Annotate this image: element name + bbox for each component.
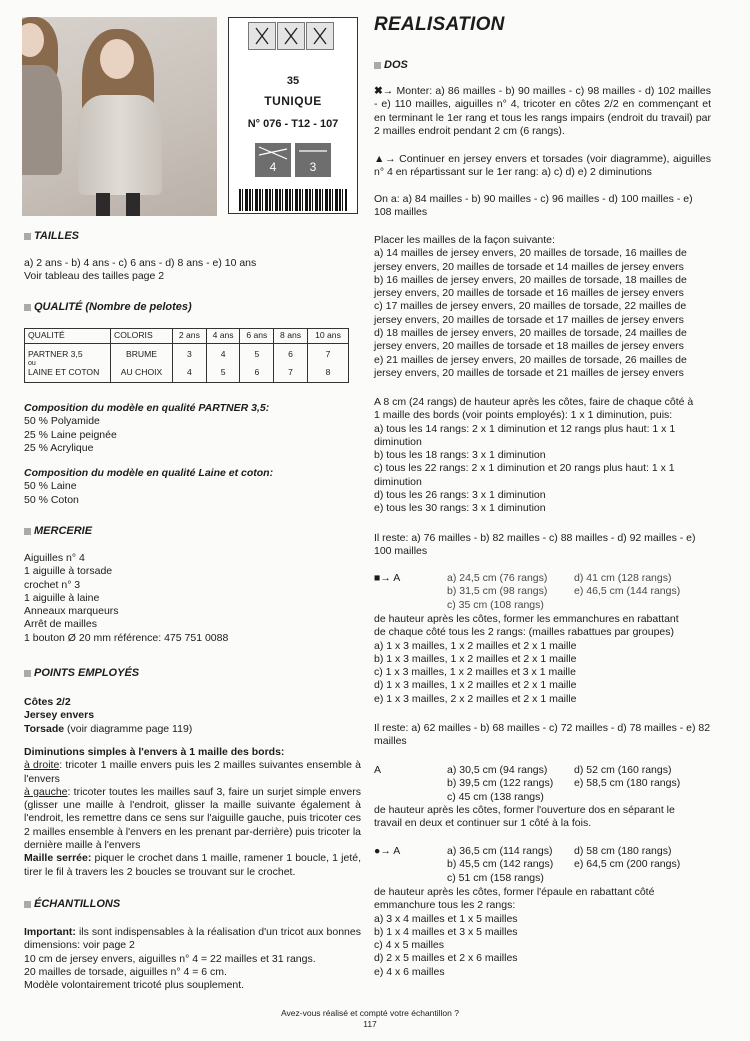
dos-count-1: On a: a) 84 mailles - b) 90 mailles - c) 96 mailles - d) 100 mailles - e) 108 mailles: [374, 193, 693, 219]
model-info-box: [228, 17, 358, 214]
table-header-row: QUALITÉ COLORIS 2 ans 4 ans 6 ans 8 ans 10 ans: [25, 329, 349, 344]
mercerie-list: Aiguilles n° 4 1 aiguille à torsade crochet n° 3 1 aiguille à laine Anneaux marqueurs Arrêt de mailles 1 bouton Ø 20 mm référence: 475 751 0088: [24, 552, 229, 644]
dos-step-1: ✖→ Monter: a) 86 mailles - b) 90 mailles - c) 98 mailles - d) 102 mailles - e) 110 mailles, aiguilles n° 4, tricoter en côtes 2/2 en commençant et en terminant le 1er rang et tous les rangs impairs (endroit du travail) par 2 mailles endroit pendant 2 cm (6 rangs).: [374, 85, 711, 137]
measure-2-left: a) 30,5 cm (94 rangs) b) 39,5 cm (122 rangs) c) 45 cm (138 rangs): [447, 764, 554, 803]
back-opening-text: de hauteur après les côtes, former l'ouverture dos en séparant le travail en deux et continuer sur 1 côté à la fois.: [374, 804, 675, 830]
crossed-needles-icon: [306, 22, 334, 50]
measure-2-right: d) 52 cm (160 rangs) e) 58,5 cm (180 rangs): [574, 764, 681, 790]
quality-table: [24, 328, 349, 383]
dot-arrow-icon: ●→: [374, 845, 391, 857]
page-number: 117: [363, 1019, 377, 1029]
armhole-text: de hauteur après les côtes, former les emmanchures en rabattant de chaque côté tous les 2 rangs: (mailles rabattues par groupes) a) 1 x 3 mailles, 1 x 2 mailles et 2 x 1 maille b) 1 x 3 mailles, 1 x 2 mailles et 2 x 1 maille c) 1 x 3 mailles, 1 x 2 mailles et 3 x 1 maille d) 1 x 3 mailles, 1 x 2 mailles et 2 x 1 maille e) 1 x 3 mailles, 2 x 2 mailles et 2 x 1 maille: [374, 613, 679, 705]
diminutions-text: Diminutions simples à l'envers à 1 maille des bords: à droite: tricoter 1 maille envers puis les 2 mailles suivantes ensemble à l'envers à gauche: tricoter toutes les mailles sauf 3, faire un surjet simple envers (glisser une maille à l'endroit, glisser la maille suivante également à l'endroit, les remettre dans ce sens sur l'aiguille gauche, puis tricoter ces 2 mailles ensemble à l'envers en les prenant par-derrière) puis tricoter la dernière maille à l'envers Maille serrée: piquer le crochet dans 1 maille, ramener 1 boucle, 1 jeté, tirer le fil à travers les 2 boucles se trouvant sur le crochet.: [24, 746, 361, 878]
dos-step-2: ▲→ Continuer en jersey envers et torsades (voir diagramme), aiguilles n° 4 en répartissant sur le 1er rang: a) c) d) e) 2 diminutions: [374, 153, 711, 179]
needle-size-2: 3: [309, 159, 317, 174]
dos-remaining-1: Il reste: a) 76 mailles - b) 82 mailles - c) 88 mailles - d) 92 mailles - e) 100 mailles: [374, 532, 696, 558]
crossed-needles-icon: [248, 22, 276, 50]
marker-block-2: A: [374, 764, 382, 776]
barcode: [239, 189, 347, 211]
model-photo: [22, 17, 217, 216]
marker-block-3: ●→ A: [374, 845, 401, 857]
points-heading: POINTS EMPLOYÉS: [24, 667, 139, 680]
tailles-text: a) 2 ans - b) 4 ans - c) 6 ans - d) 8 ans - e) 10 ans Voir tableau des tailles page 2: [24, 257, 257, 283]
needle-icons: [248, 22, 335, 50]
table-row: PARTNER 3,5 ou LAINE ET COTON BRUME AU CHOIX 3 4 4 5 5 6 6 7 7 8: [25, 344, 349, 383]
composition-partner: Composition du modèle en qualité PARTNER 3,5: 50 % Polyamide 25 % Laine peignée 25 % Acrylique: [24, 402, 270, 454]
square-arrow-icon: ■→: [374, 572, 391, 584]
cross-arrow-icon: ✖→: [374, 85, 397, 97]
measure-1-right: d) 41 cm (128 rangs) e) 46,5 cm (144 rangs): [574, 572, 681, 598]
measure-3-left: a) 36,5 cm (114 rangs) b) 45,5 cm (142 rangs) c) 51 cm (158 rangs): [447, 845, 554, 884]
page-title: REALISATION: [374, 14, 505, 35]
marker-block-1: ■→ A: [374, 572, 401, 584]
points-list: Côtes 2/2 Jersey envers Torsade (voir diagramme page 119): [24, 696, 193, 735]
measure-3-right: d) 58 cm (180 rangs) e) 64,5 cm (200 rangs): [574, 845, 681, 871]
dos-heading: DOS: [374, 59, 408, 72]
dos-remaining-2: Il reste: a) 62 mailles - b) 68 mailles - c) 72 mailles - d) 78 mailles - e) 82 mailles: [374, 722, 711, 748]
triangle-arrow-icon: ▲→: [374, 153, 400, 165]
footer-note: Avez-vous réalisé et compté votre échantillon ?: [281, 1008, 459, 1018]
shoulder-text: de hauteur après les côtes, former l'épaule en rabattant côté emmanchure tous les 2 rangs: a) 3 x 4 mailles et 1 x 5 mailles b) 1 x 4 mailles et 3 x 5 mailles c) 4 x 5 mailles d) 2 x 5 mailles et 2 x 6 mailles e) 4 x 6 mailles: [374, 886, 655, 978]
model-reference: N° 076 - T12 - 107: [247, 118, 339, 130]
needle-size-tile-1: [255, 143, 291, 177]
model-number: 35: [286, 75, 300, 87]
composition-laine-coton: Composition du modèle en qualité Laine et coton: 50 % Laine 50 % Coton: [24, 467, 274, 506]
echantillons-text: Important: ils sont indispensables à la réalisation d'un tricot aux bonnes dimensions: voir page 2 10 cm de jersey envers, aiguilles n° 4 = 22 mailles et 31 rangs. 20 mailles de torsade, aiguilles n° 4 = 6 cm. Modèle volontairement tricoté plus souplement.: [24, 926, 361, 992]
qualite-heading: QUALITÉ (Nombre de pelotes): [24, 301, 192, 314]
needle-size-1: 4: [269, 159, 277, 174]
dos-placement: Placer les mailles de la façon suivante: a) 14 mailles de jersey envers, 20 mailles de torsade, 16 mailles de jersey envers, 20 mailles de torsade et 14 mailles de jersey envers b) 16 mailles de jersey envers, 20 mailles de torsade, 18 mailles de jersey envers, 20 mailles de torsade et 16 mailles de jersey envers c) 17 mailles de jersey envers, 20 mailles de torsade, 22 mailles de jersey envers, 20 mailles de torsade et 17 mailles de jersey envers d) 18 mailles de jersey envers, 20 mailles de torsade, 24 mailles de jersey envers, 20 mailles de torsade et 18 mailles de jersey envers e) 21 mailles de jersey envers, 20 mailles de torsade, 26 mailles de jersey envers, 20 mailles de torsade et 21 mailles de jersey envers: [374, 234, 687, 379]
measure-1-left: a) 24,5 cm (76 rangs) b) 31,5 cm (98 rangs) c) 35 cm (108 rangs): [447, 572, 548, 611]
needle-size-tile-2: [295, 143, 331, 177]
crossed-needles-icon: [277, 22, 305, 50]
echantillons-heading: ÉCHANTILLONS: [24, 898, 120, 911]
model-type: TUNIQUE: [264, 94, 322, 108]
dos-decreases: A 8 cm (24 rangs) de hauteur après les côtes, faire de chaque côté à 1 maille des bords (voir points employés): 1 x 1 diminution, puis: a) tous les 14 rangs: 2 x 1 diminution et 12 rangs plus haut: 1 x 1 diminution b) tous les 18 rangs: 3 x 1 diminution c) tous les 22 rangs: 2 x 1 diminution et 20 rangs plus haut: 1 x 1 diminution d) tous les 26 rangs: 3 x 1 diminution e) tous les 30 rangs: 3 x 1 diminution: [374, 396, 694, 515]
footer: [0, 1008, 740, 1030]
tailles-heading: TAILLES: [24, 230, 79, 243]
mercerie-heading: MERCERIE: [24, 525, 92, 538]
